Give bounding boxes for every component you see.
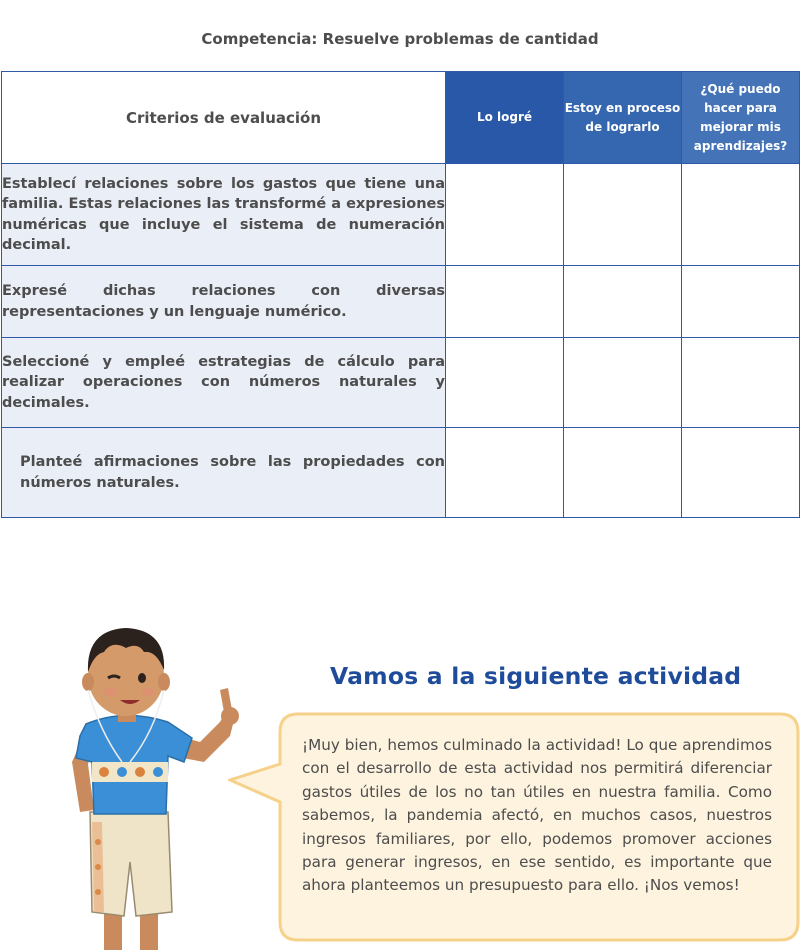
cell-como-mejorar[interactable]: [682, 338, 800, 428]
cell-lo-logre[interactable]: [446, 338, 564, 428]
criterion-text: Seleccioné y empleé estrategias de cálculo para realizar operaciones con números naturales y decimales.: [2, 338, 446, 428]
activity-message: ¡Muy bien, hemos culminado la actividad! Lo que aprendimos con el desarrollo de esta actividad nos permitirá diferenciar gastos útiles de los no tan útiles en nuestra familia. Como sabemos, la pandemia afectó, en muchos casos, nuestros ingresos familiares, por ello, podemos promover acciones para generar ingresos, en ese sentido, es importante que ahora planteemos un presupuesto para ello. ¡Nos vemos!: [302, 736, 772, 895]
cell-en-proceso[interactable]: [564, 266, 682, 338]
criterion-text: Expresé dichas relaciones con diversas representaciones y un lenguaje numérico.: [2, 266, 446, 338]
cell-como-mejorar[interactable]: [682, 428, 800, 518]
header-como-mejorar: ¿Qué puedo hacer para mejorar mis aprendizajes?: [682, 72, 800, 164]
cell-lo-logre[interactable]: [446, 428, 564, 518]
table-row: [2, 338, 800, 428]
activity-title: Vamos a la siguiente actividad: [330, 662, 742, 690]
header-lo-logre: Lo logré: [446, 72, 564, 164]
cell-como-mejorar[interactable]: [682, 266, 800, 338]
header-en-proceso: Estoy en proceso de lograrlo: [564, 72, 682, 164]
table-row: [2, 164, 800, 266]
table-header-row: [2, 72, 800, 164]
criterion-text: Planteé afirmaciones sobre las propiedades con números naturales.: [2, 428, 446, 518]
cell-en-proceso[interactable]: [564, 428, 682, 518]
header-criterios: Criterios de evaluación: [2, 72, 446, 164]
evaluation-table: [1, 71, 800, 518]
cell-lo-logre[interactable]: [446, 164, 564, 266]
competencia-title: Competencia: Resuelve problemas de cantidad: [201, 30, 599, 48]
cell-en-proceso[interactable]: [564, 338, 682, 428]
cell-como-mejorar[interactable]: [682, 164, 800, 266]
cell-lo-logre[interactable]: [446, 266, 564, 338]
criterion-text: Establecí relaciones sobre los gastos que tiene una familia. Estas relaciones las transformé a expresiones numéricas que incluye el sistema de numeración decimal.: [2, 164, 446, 266]
table-row: [2, 428, 800, 518]
table-row: [2, 266, 800, 338]
cell-en-proceso[interactable]: [564, 164, 682, 266]
